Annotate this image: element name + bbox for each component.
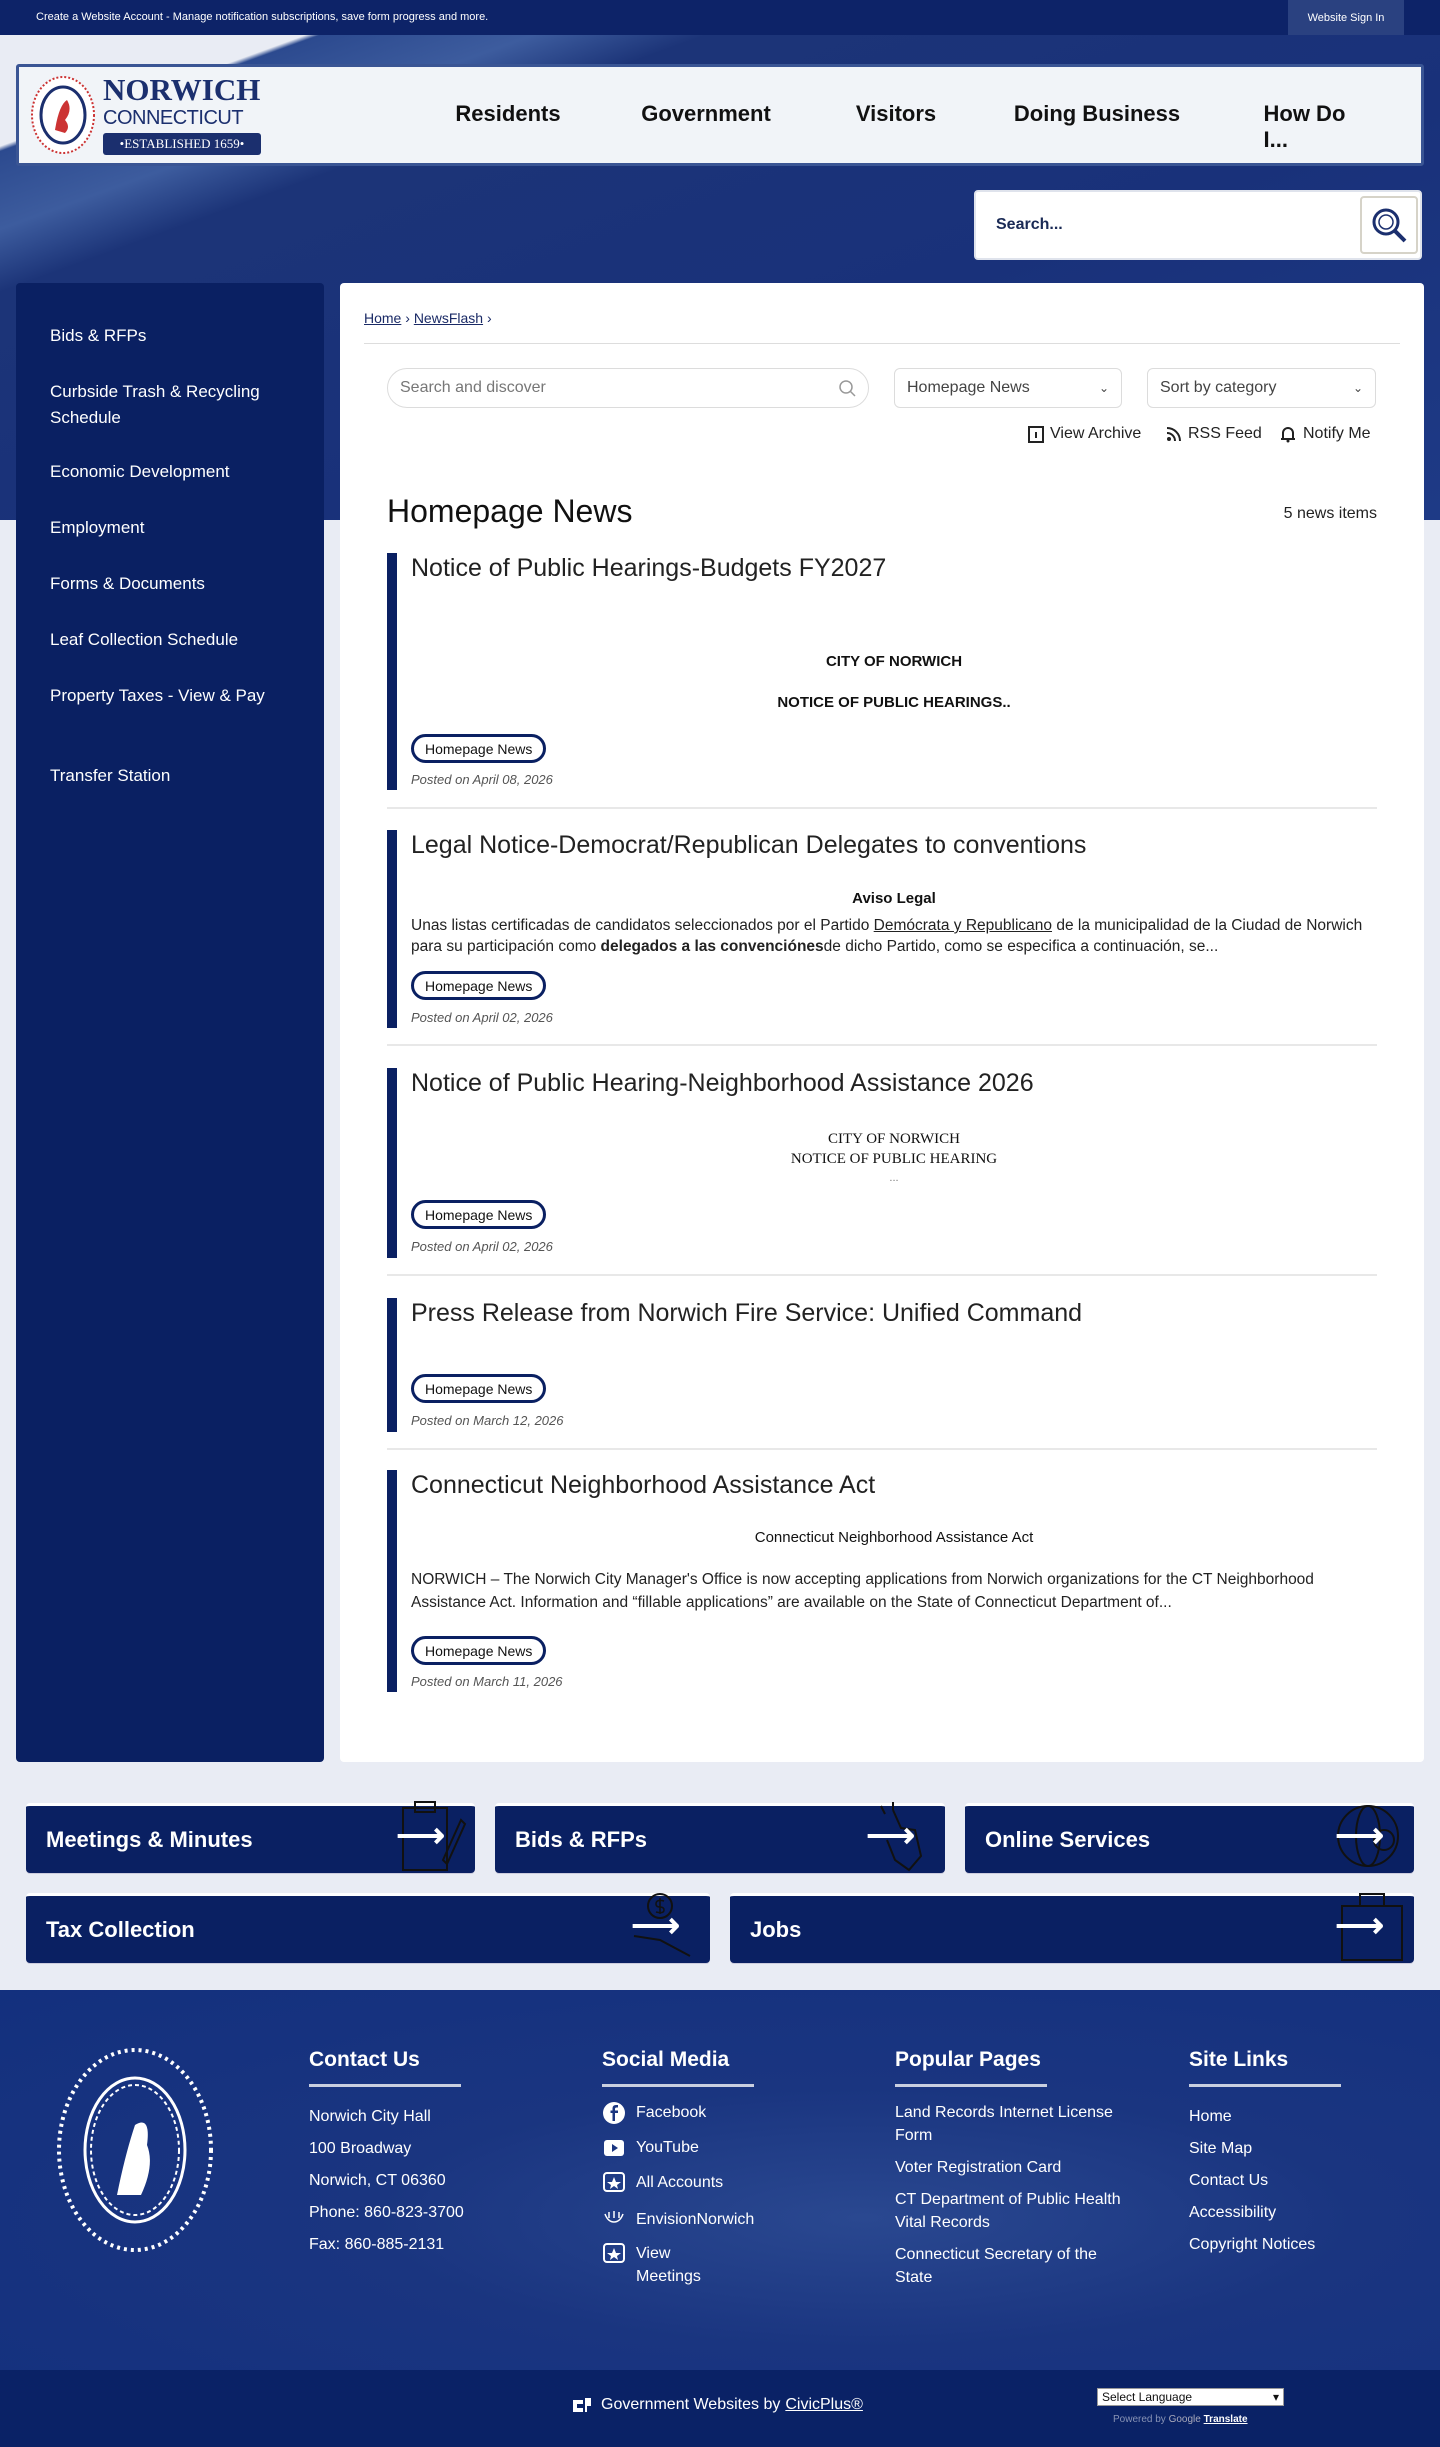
article-summary-line: NOTICE OF PUBLIC HEARINGS..: [777, 694, 1011, 711]
bell-icon: [1279, 425, 1297, 443]
contact-fax: Fax: 860-885-2131: [309, 2236, 445, 2253]
article-title[interactable]: Connecticut Neighborhood Assistance Act: [411, 1471, 876, 1499]
quicklink-meetings-minutes[interactable]: [26, 1803, 475, 1873]
nav-how-do-i[interactable]: How Do I...: [1263, 101, 1346, 152]
nav-visitors[interactable]: Visitors: [855, 101, 937, 126]
rss-feed-link[interactable]: [1166, 425, 1262, 443]
site-link[interactable]: Site Map: [1189, 2140, 1253, 2157]
divider: [364, 343, 1400, 344]
breadcrumb-separator: ›: [405, 310, 410, 326]
social-facebook[interactable]: [602, 2101, 782, 2125]
breadcrumb-newsflash[interactable]: NewsFlash: [413, 310, 484, 326]
article-date: Posted on April 08, 2026: [411, 772, 553, 787]
notify-me-link[interactable]: [1279, 425, 1371, 443]
civicplus-link[interactable]: CivicPlus®: [785, 2396, 863, 2413]
civicplus-credit: [571, 2395, 863, 2415]
chevron-down-icon: ⌄: [1098, 381, 1109, 395]
site-link[interactable]: Home: [1189, 2108, 1232, 2125]
article-accent-bar: [387, 1068, 397, 1258]
divider: [387, 1274, 1377, 1276]
social-view-meetings[interactable]: [602, 2242, 782, 2288]
summary-text: Unas listas certificadas de candidatos seleccionados por el Partido: [411, 917, 874, 934]
site-logo[interactable]: [29, 73, 269, 157]
quicklink-label: Jobs: [750, 1916, 802, 1942]
powered-by-text: Powered by: [1113, 2414, 1166, 2425]
social-label: YouTube: [636, 2139, 699, 2156]
social-youtube[interactable]: [602, 2136, 782, 2160]
social-label: View Meetings: [636, 2245, 701, 2285]
quicklink-online-services[interactable]: [965, 1803, 1414, 1873]
summary-text: de la municipalidad de la Ciudad de Norwich para su participación como: [411, 917, 1363, 955]
footer-popular-pages: [895, 2048, 1125, 2298]
article-date: Posted on March 12, 2026: [411, 1413, 564, 1428]
news-count: 5 news items: [1283, 505, 1377, 522]
footer-heading: Social Media: [602, 2048, 730, 2071]
article-summary-line: CITY OF NORWICH: [828, 1131, 960, 1147]
popular-link[interactable]: Land Records Internet License Form: [895, 2104, 1113, 2144]
social-label: Facebook: [636, 2104, 707, 2121]
sidebar-item-economic-development[interactable]: Economic Development: [50, 462, 230, 481]
category-tag[interactable]: Homepage News: [411, 734, 546, 763]
notify-me-label: Notify Me: [1303, 425, 1371, 442]
article-summary-line: CITY OF NORWICH: [825, 653, 963, 670]
news-article: [387, 553, 1377, 790]
contact-line: Norwich, CT 06360: [309, 2172, 446, 2189]
popular-link[interactable]: Connecticut Secretary of the State: [895, 2246, 1097, 2286]
site-link[interactable]: Contact Us: [1189, 2172, 1269, 2189]
google-translate-credit: [1113, 2414, 1248, 2426]
sort-select[interactable]: [1147, 368, 1376, 408]
arrow-right-icon: ⟶: [866, 1817, 915, 1855]
article-title[interactable]: Notice of Public Hearing-Neighborhood Assistance 2026: [411, 1069, 1034, 1097]
site-header: [16, 64, 1424, 166]
article-summary-line: NOTICE OF PUBLIC HEARING: [790, 1151, 998, 1167]
view-archive-link[interactable]: [1028, 425, 1141, 443]
article-date: Posted on April 02, 2026: [411, 1239, 553, 1254]
quicklink-label: Bids & RFPs: [515, 1826, 648, 1852]
category-select[interactable]: [894, 368, 1122, 408]
category-tag[interactable]: Homepage News: [411, 1636, 546, 1665]
translate-link[interactable]: Translate: [1203, 2414, 1248, 2425]
archive-icon: [1028, 425, 1044, 443]
site-search-input[interactable]: Search...: [996, 216, 1063, 233]
breadcrumb: [364, 310, 492, 326]
quicklink-jobs[interactable]: [730, 1893, 1414, 1963]
footer: [0, 1990, 1440, 2370]
contact-line: 100 Broadway: [309, 2140, 412, 2157]
section-title: Homepage News: [387, 493, 633, 529]
search-icon: [838, 379, 856, 397]
article-accent-bar: [387, 1298, 397, 1432]
heading-underline: [602, 2084, 754, 2087]
quicklink-tax-collection[interactable]: [26, 1893, 710, 1963]
site-link[interactable]: Accessibility: [1189, 2204, 1277, 2221]
quicklink-label: Tax Collection: [46, 1916, 195, 1942]
sidebar-item-transfer-station[interactable]: Transfer Station: [50, 766, 171, 785]
main-content: [340, 283, 1424, 1762]
bottom-bar: [0, 2370, 1440, 2447]
article-summary-heading: Connecticut Neighborhood Assistance Act: [754, 1529, 1034, 1546]
footer-heading: Popular Pages: [895, 2048, 1041, 2071]
article-title[interactable]: Legal Notice-Democrat/Republican Delegates to conventions: [411, 831, 1087, 859]
category-tag[interactable]: Homepage News: [411, 1374, 546, 1403]
google-logo: Google: [1168, 2414, 1201, 2425]
sidebar-item-employment[interactable]: Employment: [50, 518, 145, 537]
article-title[interactable]: Press Release from Norwich Fire Service: Unified Command: [411, 1299, 1083, 1327]
article-accent-bar: [387, 830, 397, 1028]
footer-heading: Contact Us: [309, 2048, 420, 2071]
footer-site-links: [1189, 2048, 1341, 2261]
heading-underline: [895, 2084, 1047, 2087]
article-summary-line: ...: [889, 1172, 899, 1184]
article-date: Posted on April 02, 2026: [411, 1010, 553, 1025]
arrow-right-icon: ⟶: [1335, 1817, 1384, 1855]
sidebar-item-leaf-collection[interactable]: Leaf Collection Schedule: [50, 630, 239, 649]
rss-icon: [1166, 426, 1182, 442]
quicklink-label: Online Services: [985, 1826, 1151, 1852]
heading-underline: [309, 2084, 461, 2087]
footer-heading: Site Links: [1189, 2048, 1289, 2071]
summary-text: de dicho Partido, como se especifica a continuación, se...: [823, 938, 1219, 955]
article-summary: [411, 915, 1377, 957]
divider: [387, 1044, 1377, 1046]
facebook-icon: [602, 2101, 626, 2125]
contact-phone[interactable]: Phone: 860-823-3700: [309, 2204, 464, 2221]
popular-link[interactable]: CT Department of Public Health Vital Records: [895, 2191, 1121, 2231]
chat-star-icon: [602, 2171, 626, 2197]
article-accent-bar: [387, 553, 397, 790]
chevron-down-icon: ⌄: [1352, 381, 1363, 395]
social-label: EnvisionNorwich: [636, 2211, 755, 2228]
social-envision-norwich[interactable]: [602, 2208, 782, 2231]
rss-feed-label: RSS Feed: [1188, 425, 1262, 442]
article-date: Posted on March 11, 2026: [411, 1674, 563, 1689]
top-bar: [0, 0, 1440, 35]
civicplus-text: Government Websites by: [601, 2396, 781, 2413]
divider: [387, 807, 1377, 809]
envision-icon: [602, 2208, 626, 2228]
social-all-accounts[interactable]: [602, 2171, 782, 2197]
heading-underline: [1189, 2084, 1341, 2087]
arrow-right-icon: ⟶: [631, 1907, 680, 1945]
news-article: [387, 1470, 1377, 1692]
arrow-right-icon: ⟶: [396, 1817, 445, 1855]
sort-select-value: Sort by category: [1160, 379, 1277, 396]
news-search-placeholder: Search and discover: [400, 379, 546, 396]
summary-bold: delegados a las convenciónes: [600, 938, 824, 955]
category-select-value: Homepage News: [907, 379, 1030, 396]
city-seal-logo: [55, 2045, 215, 2255]
quicklink-bids-rfps[interactable]: [495, 1803, 945, 1873]
language-select[interactable]: [1097, 2388, 1284, 2406]
nav-government[interactable]: Government: [641, 101, 771, 126]
view-archive-label: View Archive: [1050, 425, 1142, 442]
logo-state: CONNECTICUT: [103, 107, 244, 129]
site-link[interactable]: Copyright Notices: [1189, 2236, 1316, 2253]
breadcrumb-home[interactable]: Home: [364, 310, 402, 326]
logo-name: NORWICH: [103, 72, 261, 107]
arrow-right-icon: ⟶: [1335, 1907, 1384, 1945]
sidebar-item-bids[interactable]: Bids & RFPs: [50, 326, 147, 345]
social-label: All Accounts: [636, 2174, 724, 2191]
article-summary-heading: Aviso Legal: [852, 890, 936, 907]
sidebar-item-curbside-trash[interactable]: Curbside Trash & Recycling Schedule: [50, 382, 260, 427]
city-seal-icon: [29, 75, 97, 155]
site-search[interactable]: [974, 190, 1422, 260]
news-article: [387, 1068, 1377, 1258]
article-summary: NORWICH – The Norwich City Manager's Office is now accepting applications from Norwich organizations for the CT Neighborhood Assistance Act. Information and “fillable applications” are available on the State of Connecticut Department of...: [411, 1571, 1314, 1611]
category-tag[interactable]: Homepage News: [411, 1200, 546, 1229]
news-article: [387, 830, 1377, 1028]
divider: [387, 1448, 1377, 1450]
contact-line: Norwich City Hall: [309, 2108, 431, 2125]
create-account-link[interactable]: Create a Website Account - Manage notification subscriptions, save form progress and more.: [36, 11, 489, 23]
chevron-down-icon: ▾: [1272, 2390, 1279, 2404]
breadcrumb-separator: ›: [486, 310, 492, 326]
article-accent-bar: [387, 1470, 397, 1692]
search-icon: [1369, 205, 1409, 245]
nav-doing-business[interactable]: Doing Business: [1013, 101, 1181, 126]
footer-social: [602, 2048, 782, 2299]
news-search-input[interactable]: [387, 368, 869, 408]
language-select-value: Select Language: [1102, 2390, 1193, 2404]
website-sign-in-button[interactable]: Website Sign In: [1288, 0, 1404, 35]
nav-residents[interactable]: Residents: [455, 101, 561, 126]
chat-star-icon: [602, 2242, 626, 2268]
sidebar: [16, 283, 324, 1762]
youtube-icon: [602, 2136, 626, 2160]
civicplus-icon: [571, 2396, 593, 2414]
quicklink-label: Meetings & Minutes: [46, 1826, 253, 1852]
popular-link[interactable]: Voter Registration Card: [895, 2159, 1062, 2176]
site-search-button[interactable]: [1360, 196, 1418, 254]
sidebar-item-property-taxes[interactable]: Property Taxes - View & Pay: [50, 686, 265, 705]
category-tag[interactable]: Homepage News: [411, 971, 546, 1000]
news-article: [387, 1298, 1377, 1432]
article-title[interactable]: Notice of Public Hearings-Budgets FY2027: [411, 554, 887, 582]
summary-link[interactable]: Demócrata y Republicano: [873, 917, 1053, 934]
logo-established: •ESTABLISHED 1659•: [103, 133, 261, 155]
sidebar-item-forms[interactable]: Forms & Documents: [50, 574, 205, 593]
footer-contact: [309, 2048, 464, 2261]
